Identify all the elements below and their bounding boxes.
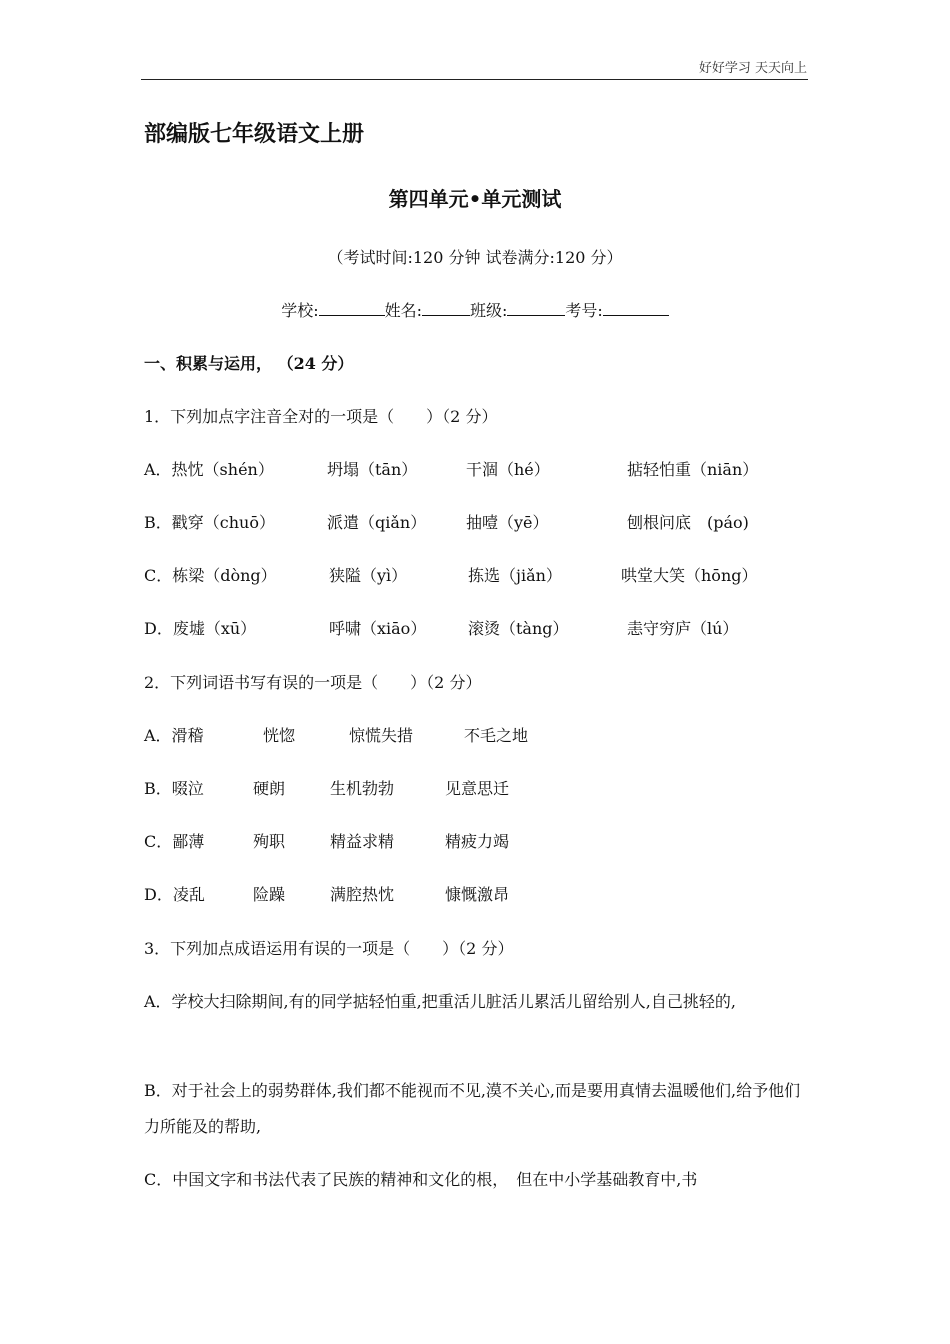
school-label: 学校: xyxy=(281,301,319,320)
q1-b-2: 派遣（qiǎn） xyxy=(327,513,427,532)
q1-d-1: D．废墟（xū） xyxy=(144,619,257,638)
id-label: 考号: xyxy=(565,301,603,320)
q1-option-d xyxy=(144,616,808,640)
q2-option-d xyxy=(144,882,808,906)
header-divider xyxy=(141,79,808,80)
q1-b-3: 抽噎（yē） xyxy=(466,513,549,532)
q3-option-b: B．对于社会上的弱势群体,我们都不能视而不见,漠不关心,而是要用真情去温暖他们,给予他们力所能及的帮助, xyxy=(144,1081,801,1136)
q2-a-3: 惊慌失措 xyxy=(349,726,414,745)
q2-c-2: 殉职 xyxy=(253,832,286,851)
question-2-stem: 2．下列词语书写有误的一项是（ ）（2 分） xyxy=(144,673,482,692)
q2-b-4: 见意思迁 xyxy=(445,779,510,798)
q3-option-a: A．学校大扫除期间,有的同学掂轻怕重,把重活儿脏活儿累活儿留给别人,自己挑轻的, xyxy=(144,992,736,1011)
q1-a-4: 掂轻怕重（niān） xyxy=(627,460,759,479)
section-heading: 一、积累与运用， （24 分） xyxy=(144,354,354,373)
q1-a-3: 干涸（hé） xyxy=(466,460,550,479)
q2-d-4: 慷慨激昂 xyxy=(445,885,510,904)
q2-d-3: 满腔热忱 xyxy=(330,885,395,904)
q1-b-1: B．戳穿（chuō） xyxy=(144,513,275,532)
q1-a-2: 坍塌（tān） xyxy=(327,460,418,479)
q1-option-a xyxy=(144,457,808,481)
q1-d-2: 呼啸（xiāo） xyxy=(329,619,427,638)
name-label: 姓名: xyxy=(384,301,422,320)
q2-d-2: 险躁 xyxy=(253,885,286,904)
q2-option-b xyxy=(144,776,808,800)
q2-c-1: C．鄙薄 xyxy=(144,832,205,851)
q2-c-3: 精益求精 xyxy=(330,832,395,851)
unit-title: 第四单元•单元测试 xyxy=(388,187,562,211)
q1-option-c xyxy=(144,563,808,587)
book-title: 部编版七年级语文上册 xyxy=(144,121,365,147)
q2-option-a xyxy=(144,723,808,747)
q1-a-1: A．热忱（shén） xyxy=(144,460,274,479)
header-motto: 好好学习 天天向上 xyxy=(698,61,807,76)
q2-option-c xyxy=(144,829,808,853)
q1-option-b xyxy=(144,510,808,534)
q2-a-2: 恍惚 xyxy=(263,726,296,745)
name-blank[interactable] xyxy=(422,299,470,316)
q2-b-1: B．啜泣 xyxy=(144,779,204,798)
student-fields xyxy=(0,298,950,321)
class-blank[interactable] xyxy=(507,299,565,316)
id-blank[interactable] xyxy=(603,299,669,316)
exam-info: （考试时间:120 分钟 试卷满分:120 分） xyxy=(327,248,623,267)
school-blank[interactable] xyxy=(319,299,385,316)
q2-c-4: 精疲力竭 xyxy=(445,832,510,851)
q1-c-4: 哄堂大笑（hōng） xyxy=(621,566,758,585)
q1-c-3: 拣选（jiǎn） xyxy=(468,566,562,585)
question-1-stem: 1．下列加点字注音全对的一项是（ ）（2 分） xyxy=(144,407,498,426)
q1-d-4: 恚守穷庐（lú） xyxy=(627,619,739,638)
q1-b-4: 刨根问底 (páo) xyxy=(627,513,749,532)
q2-d-1: D．凌乱 xyxy=(144,885,205,904)
q2-a-4: 不毛之地 xyxy=(464,726,529,745)
question-3-stem: 3．下列加点成语运用有误的一项是（ ）（2 分） xyxy=(144,939,514,958)
class-label: 班级: xyxy=(470,301,508,320)
q1-d-3: 滚烫（tàng） xyxy=(468,619,569,638)
q2-a-1: A．滑稽 xyxy=(144,726,204,745)
q1-c-2: 狭隘（yì） xyxy=(329,566,408,585)
q2-b-2: 硬朗 xyxy=(253,779,286,798)
q2-b-3: 生机勃勃 xyxy=(330,779,395,798)
q3-option-c: C．中国文字和书法代表了民族的精神和文化的根， 但在中小学基础教育中,书 xyxy=(144,1170,698,1189)
q1-c-1: C．栋梁（dòng） xyxy=(144,566,277,585)
